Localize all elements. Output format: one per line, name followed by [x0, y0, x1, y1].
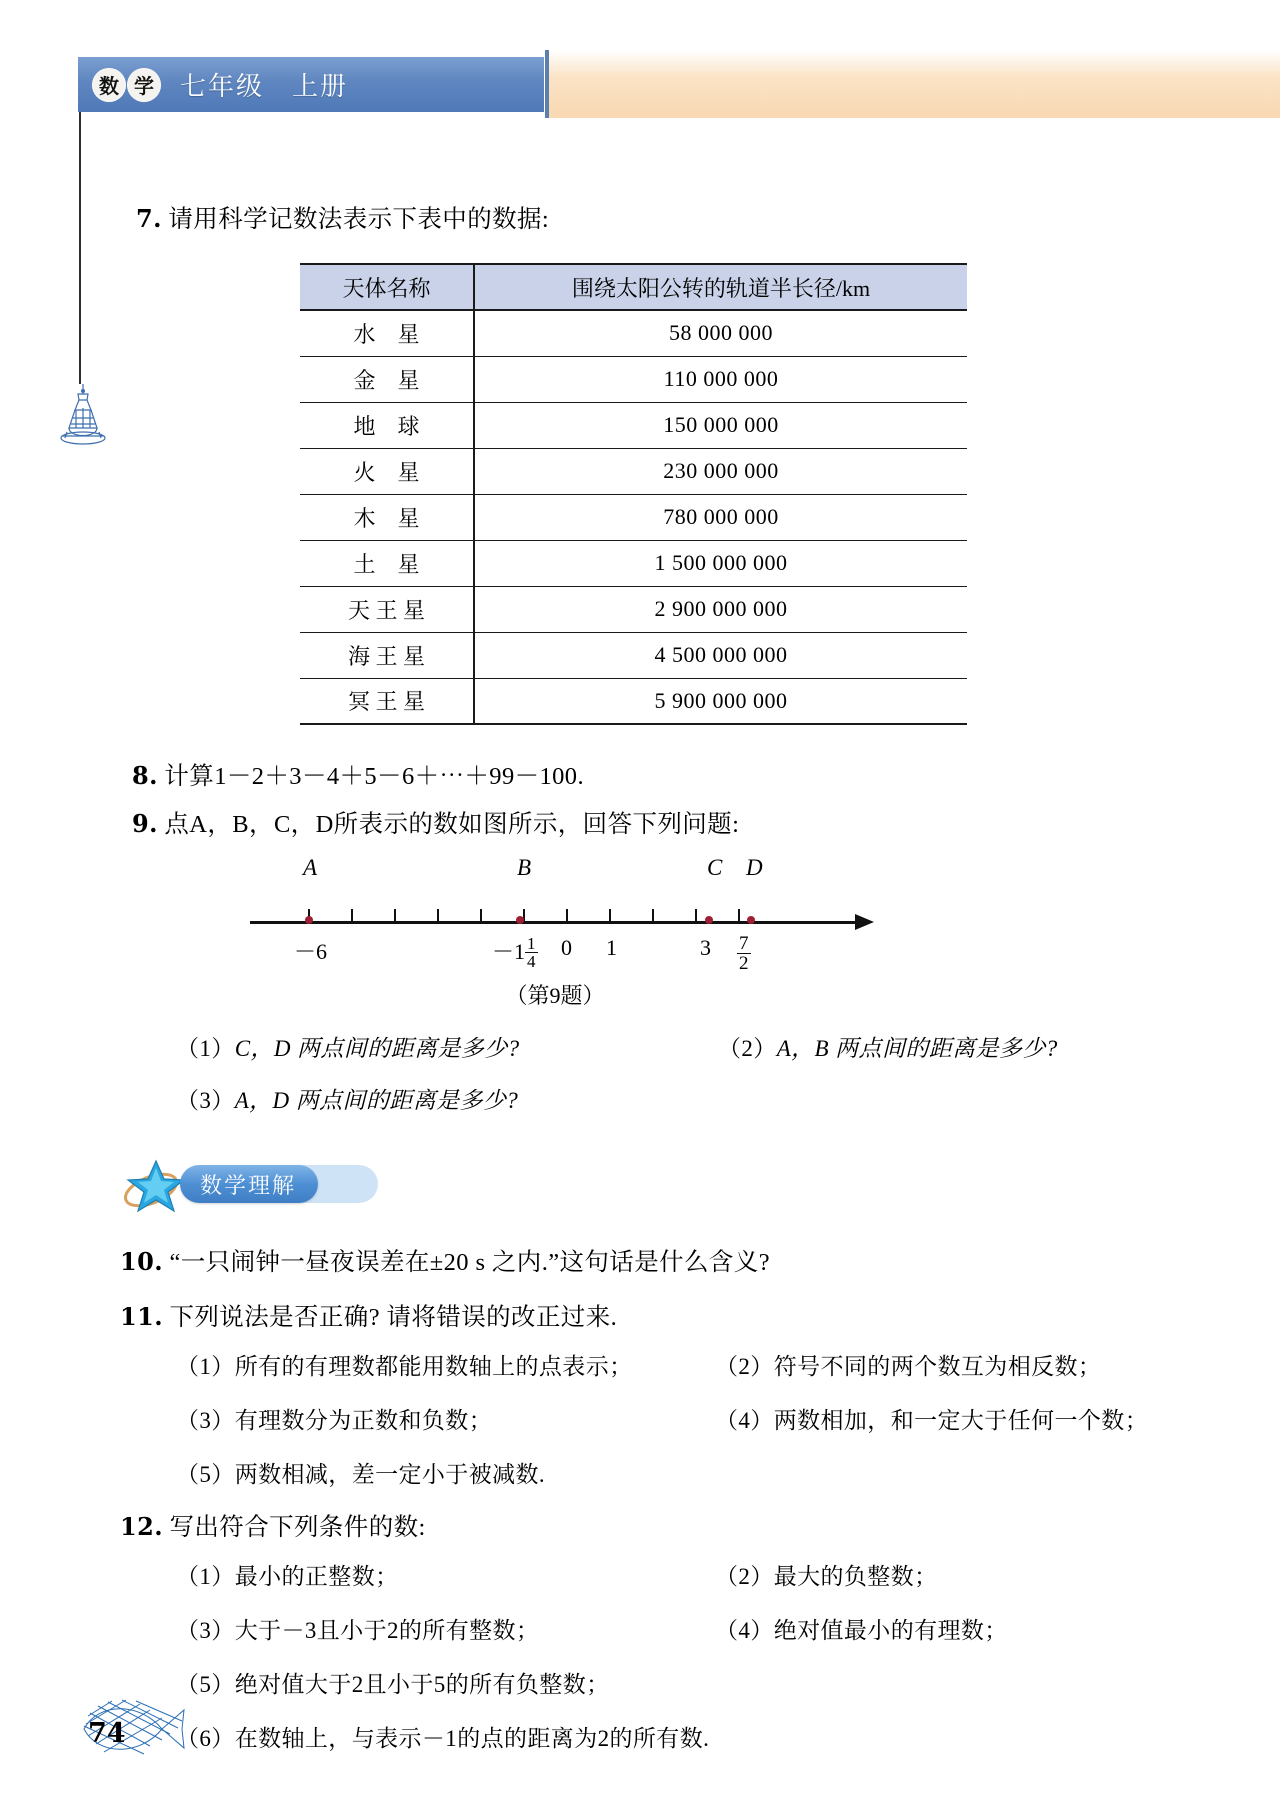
question-11-subitem-1: [176, 1348, 633, 1381]
subitem-marker: （5）: [176, 1672, 235, 1697]
subitem-text: 两数相减，差一定小于被减数.: [234, 1462, 546, 1487]
section-badge-label-pill: [180, 1165, 318, 1203]
question-8-dot: .: [149, 761, 158, 790]
question-11-subitem-5: [176, 1456, 545, 1489]
question-7-text: 请用科学记数法表示下表中的数据:: [168, 206, 550, 233]
data-point-a: [305, 916, 313, 924]
question-9: [132, 805, 739, 840]
subitem-marker: （2）: [718, 1036, 777, 1061]
question-11-dot: .: [154, 1302, 163, 1331]
question-12-subitem-5: [176, 1666, 610, 1699]
question-12-text: 写出符合下列条件的数:: [169, 1514, 426, 1541]
number-line-axis: [250, 921, 860, 924]
point-label-b: B: [517, 855, 532, 880]
subitem-marker: （3）: [176, 1618, 235, 1643]
question-12-number: 12: [120, 1512, 155, 1541]
question-9-subitem-3: [176, 1082, 518, 1115]
fraction-one-quarter: [525, 935, 538, 971]
orbit-table: [300, 263, 967, 725]
data-point-d: [747, 916, 755, 924]
subitem-marker: （1）: [176, 1564, 235, 1589]
fraction-numerator: 7: [739, 933, 749, 954]
question-12-subitem-1: [176, 1558, 399, 1591]
planet-name: 海 王 星: [300, 632, 474, 678]
planet-orbit-value: 1 500 000 000: [474, 540, 967, 586]
question-12-subitem-6: [176, 1720, 709, 1753]
subitem-text: 大于－3且小于2的所有整数；: [234, 1618, 540, 1643]
question-12-subitem-3: [176, 1612, 539, 1645]
subitem-text: A，B 两点间的距离是多少?: [776, 1036, 1058, 1061]
subject-char-2-icon: 学: [127, 68, 161, 102]
question-7-number: 7: [136, 204, 154, 233]
planet-orbit-value: 5 900 000 000: [474, 678, 967, 724]
table-row: [300, 310, 967, 356]
table-header-name: 天体名称: [300, 264, 474, 310]
number-line-figure: [250, 855, 890, 1025]
star-ring-icon: [118, 1157, 188, 1215]
figure-caption: （第9题）: [505, 983, 605, 1008]
fraction-denominator: 4: [527, 952, 536, 972]
planet-name: 地 球: [300, 402, 474, 448]
subject-char-1-icon: 数: [92, 68, 126, 102]
fraction-denominator: 2: [739, 953, 749, 975]
question-9-text: 点A，B，C，D所表示的数如图所示，回答下列问题:: [164, 811, 740, 838]
planet-name: 水 星: [300, 310, 474, 356]
planet-orbit-value: 150 000 000: [474, 402, 967, 448]
value-label-d: [737, 935, 751, 975]
subitem-marker: （4）: [715, 1618, 774, 1643]
subitem-marker: （2）: [715, 1564, 774, 1589]
subitem-marker: （1）: [176, 1036, 235, 1061]
header-grade-label: 七年级 上册: [180, 72, 349, 102]
planet-name: 天 王 星: [300, 586, 474, 632]
subitem-marker: （4）: [715, 1408, 774, 1433]
planet-orbit-value: 4 500 000 000: [474, 632, 967, 678]
planet-orbit-value: 230 000 000: [474, 448, 967, 494]
table-row: [300, 540, 967, 586]
question-10-text: “一只闹钟一昼夜误差在±20 s 之内.”这句话是什么含义?: [169, 1249, 770, 1276]
data-point-b: [516, 916, 524, 924]
section-badge-label: 数学理解: [200, 1173, 297, 1199]
question-11-subitem-2: [715, 1348, 1101, 1381]
question-11: [120, 1298, 617, 1333]
table-row: [300, 402, 967, 448]
subitem-text: C，D 两点间的距离是多少?: [234, 1036, 520, 1061]
planet-name: 土 星: [300, 540, 474, 586]
question-11-number: 11: [120, 1302, 155, 1331]
table-row: [300, 448, 967, 494]
page-number: 74: [88, 1718, 126, 1749]
section-header-math-understanding: [118, 1155, 418, 1217]
subitem-marker: （3）: [176, 1088, 235, 1113]
value-label-one: 1: [606, 935, 617, 960]
question-9-dot: .: [149, 809, 158, 838]
question-9-number: 9: [132, 809, 150, 838]
question-12-subitem-4: [715, 1612, 1008, 1645]
planet-name: 冥 王 星: [300, 678, 474, 724]
subitem-marker: （5）: [176, 1462, 235, 1487]
planet-orbit-value: 780 000 000: [474, 494, 967, 540]
question-8-text: 计算1－2＋3－4＋5－6＋⋯＋99－100.: [164, 763, 584, 790]
point-label-a: A: [303, 855, 318, 880]
question-12: [120, 1508, 426, 1543]
table-row: [300, 494, 967, 540]
table-header-row: [300, 264, 967, 310]
data-point-c: [705, 916, 713, 924]
question-11-text: 下列说法是否正确? 请将错误的改正过来.: [169, 1304, 618, 1331]
question-11-subitem-3: [176, 1402, 492, 1435]
question-10: [120, 1243, 770, 1278]
value-label-minus6: －6: [294, 939, 328, 964]
subitem-marker: （1）: [176, 1354, 235, 1379]
table-header-orbit: 围绕太阳公转的轨道半长径/km: [474, 264, 967, 310]
planet-name: 火 星: [300, 448, 474, 494]
question-8: [132, 757, 584, 792]
question-8-number: 8: [132, 761, 150, 790]
question-7: [136, 200, 549, 235]
table-row: [300, 678, 967, 724]
value-label-b-whole: －1: [492, 939, 526, 964]
subitem-text: 最大的负整数；: [773, 1564, 938, 1589]
planet-name: 木 星: [300, 494, 474, 540]
planet-orbit-value: 110 000 000: [474, 356, 967, 402]
value-label-zero: 0: [561, 935, 572, 960]
subitem-text: A，D 两点间的距离是多少?: [234, 1088, 519, 1113]
subitem-text: 最小的正整数；: [234, 1564, 399, 1589]
planet-orbit-value: 2 900 000 000: [474, 586, 967, 632]
planet-name: 金 星: [300, 356, 474, 402]
fraction-seven-halves: [737, 934, 751, 974]
point-label-d: D: [746, 855, 763, 880]
table-row: [300, 356, 967, 402]
question-7-dot: .: [153, 204, 162, 233]
subitem-text: 绝对值大于2且小于5的所有负整数；: [234, 1672, 610, 1697]
value-label-b: [492, 935, 538, 972]
question-12-dot: .: [154, 1512, 163, 1541]
axis-arrow-icon: [855, 914, 874, 930]
subitem-marker: （6）: [176, 1726, 235, 1751]
table-row: [300, 586, 967, 632]
value-label-three: 3: [700, 935, 711, 960]
subitem-text: 两数相加，和一定大于任何一个数；: [773, 1408, 1149, 1433]
question-11-subitem-4: [715, 1402, 1148, 1435]
question-10-number: 10: [120, 1247, 155, 1276]
question-10-dot: .: [154, 1247, 163, 1276]
question-9-subitem-2: [718, 1030, 1058, 1063]
table-row: [300, 632, 967, 678]
subitem-text: 在数轴上，与表示－1的点的距离为2的所有数.: [234, 1726, 710, 1751]
subitem-text: 所有的有理数都能用数轴上的点表示；: [234, 1354, 633, 1379]
subitem-marker: （3）: [176, 1408, 235, 1433]
subitem-marker: （2）: [715, 1354, 774, 1379]
fraction-numerator: 1: [527, 934, 536, 954]
point-label-c: C: [707, 855, 723, 880]
subitem-text: 有理数分为正数和负数；: [234, 1408, 493, 1433]
planet-orbit-value: 58 000 000: [474, 310, 967, 356]
subitem-text: 符号不同的两个数互为相反数；: [773, 1354, 1102, 1379]
question-12-subitem-2: [715, 1558, 938, 1591]
question-9-subitem-1: [176, 1030, 520, 1063]
subitem-text: 绝对值最小的有理数；: [773, 1618, 1008, 1643]
